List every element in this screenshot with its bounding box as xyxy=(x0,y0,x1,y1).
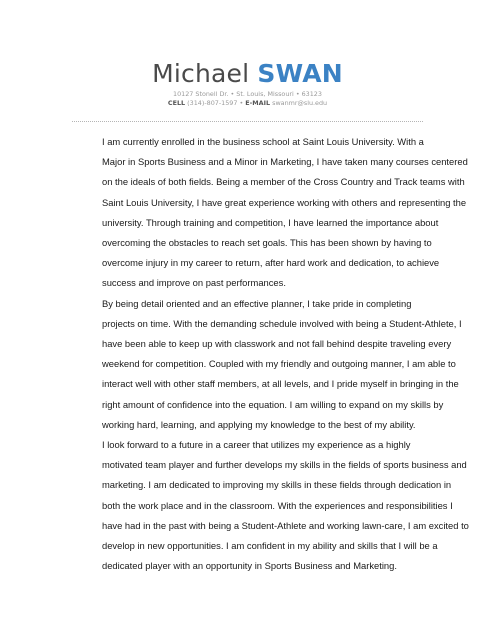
applicant-name xyxy=(0,58,495,90)
paragraph-3 xyxy=(72,435,469,576)
text-line: dedicated player with an opportunity in Sports Business and Marketing. xyxy=(102,560,397,572)
header-divider xyxy=(72,121,423,122)
text-line: on the ideals of both fields. Being a member of the Cross Country and Track teams with xyxy=(102,176,465,188)
text-line: I look forward to a future in a career that utilizes my experience as a highly xyxy=(102,439,411,451)
text-line: have been able to keep up with classwork and not fall behind despite traveling every xyxy=(102,338,452,350)
text-line: success and improve on past performances. xyxy=(102,277,286,289)
text-line: interact well with other staff members, at all levels, and I pride myself in bringing in the xyxy=(102,378,459,390)
text-line: marketing. I am dedicated to improving my skills in these fields through dedication in xyxy=(102,479,452,491)
email-label: E-MAIL xyxy=(245,99,271,107)
text-line: overcome injury in my career to return, after hard work and dedication, to achieve xyxy=(102,257,440,269)
email-address: swanmr@slu.edu xyxy=(272,99,328,107)
paragraph-1 xyxy=(72,132,468,294)
last-name: SWAN xyxy=(257,59,343,88)
text-line: university. Through training and competition, I have learned the importance about xyxy=(102,216,439,228)
contact-separator: • xyxy=(239,99,244,107)
text-line: Saint Louis University, I have great experience working with others and representing the xyxy=(102,196,467,208)
text-line: By being detail oriented and an effective planner, I take pride in completing xyxy=(102,297,412,309)
text-line: motivated team player and further develops my skills in the fields of sports business and xyxy=(102,459,467,471)
contact-line xyxy=(0,99,495,108)
cell-number: (314)-807-1597 xyxy=(187,99,238,107)
text-line: right amount of confidence into the equation. I am willing to expand on my skills by xyxy=(102,398,444,410)
text-line: projects on time. With the demanding schedule involved with being a Student-Athlete, I xyxy=(102,317,462,329)
letterhead xyxy=(0,58,495,108)
text-line: have had in the past with being a Student-Athlete and working lawn-care, I am excited to xyxy=(102,519,469,531)
text-line: overcoming the obstacles to reach set goals. This has been shown by having to xyxy=(102,237,432,249)
text-line: develop in new opportunities. I am confident in my ability and skills that I will be a xyxy=(102,540,438,552)
text-line: I am currently enrolled in the business school at Saint Louis University. With a xyxy=(102,136,424,147)
letter-body xyxy=(72,132,469,576)
text-line: weekend for competition. Coupled with my friendly and outgoing manner, I am able to xyxy=(102,358,456,370)
text-line: working hard, learning, and applying my knowledge to the best of my ability. xyxy=(102,418,416,430)
cell-label: CELL xyxy=(167,99,186,107)
text-line: Major in Sports Business and a Minor in Marketing, I have taken many courses centered xyxy=(102,156,468,168)
paragraph-2 xyxy=(72,294,462,435)
mailing-address: 10127 Stonell Dr. • St. Louis, Missouri • 63123 xyxy=(173,90,322,98)
text-line: both the work place and in the classroom. With the experiences and responsibilities I xyxy=(102,499,453,511)
first-name: Michael xyxy=(152,59,250,88)
